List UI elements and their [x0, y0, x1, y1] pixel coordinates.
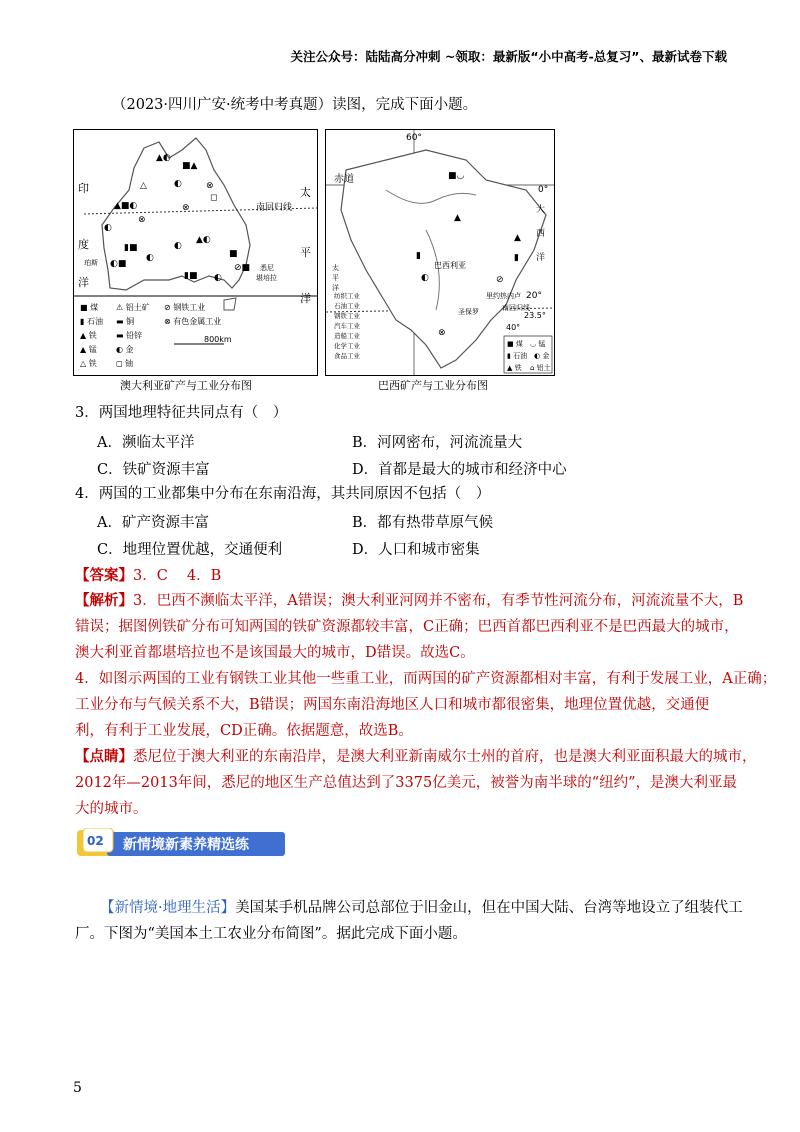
svg-text:◐: ◐ — [174, 179, 182, 189]
svg-text:■▲: ■▲ — [182, 161, 198, 171]
analysis-line-3: 澳大利亚首都堪培拉也不是该国最大的城市，D错误。故选C。 — [75, 645, 475, 661]
q4-option-c: C．地理位置优越，交通便利 — [97, 542, 283, 558]
svg-text:▮ 石油: ▮ 石油 — [507, 352, 528, 360]
svg-text:西: 西 — [536, 229, 546, 239]
svg-text:巴西利亚: 巴西利亚 — [434, 261, 466, 270]
svg-text:0°: 0° — [538, 185, 549, 195]
section-badge — [77, 828, 285, 858]
svg-text:■◡: ■◡ — [448, 171, 465, 181]
analysis-line-5: 工业分布与气候关系不大，B错误；两国东南沿海地区人口和城市都很密集，地理位置优越，交通便 — [75, 697, 710, 713]
svg-text:大: 大 — [536, 205, 546, 215]
australia-map — [73, 129, 318, 376]
svg-text:23.5°: 23.5° — [524, 311, 546, 320]
svg-text:平: 平 — [300, 246, 311, 259]
svg-text:⚠ 铝土矿: ⚠ 铝土矿 — [116, 303, 150, 312]
svg-text:◐: ◐ — [104, 223, 112, 233]
analysis-tag: 【解析】 — [75, 592, 133, 609]
svg-text:▮■: ▮■ — [184, 271, 198, 281]
tip-line-2: 2012年—2013年间，悉尼的地区生产总值达到了3375亿美元，被誉为南半球的“纽约”，是澳大利亚最 — [75, 775, 738, 791]
australia-caption: 澳大利亚矿产与工业分布图 — [120, 379, 252, 392]
svg-text:汽车工业: 汽车工业 — [334, 322, 360, 330]
svg-text:60°: 60° — [406, 133, 422, 143]
svg-text:▮■: ▮■ — [124, 243, 138, 253]
svg-text:洋: 洋 — [332, 284, 339, 292]
svg-text:◐: ◐ — [421, 273, 429, 283]
svg-text:钢铁工业: 钢铁工业 — [334, 312, 360, 320]
new-context-line-1: 【新情境·地理生活】美国某手机品牌公司总部位于旧金山，但在中国大陆、台湾等地设立了组装代工 — [100, 900, 743, 916]
svg-text:珀斯: 珀斯 — [84, 259, 98, 267]
svg-text:度: 度 — [78, 238, 89, 251]
svg-text:⊗: ⊗ — [438, 328, 446, 338]
q4-option-a: A．矿产资源丰富 — [97, 515, 209, 531]
new-context-line-2: 厂。下图为“美国本土工农业分布简图”。据此完成下面小题。 — [75, 926, 467, 942]
svg-text:▲: ▲ — [454, 213, 461, 223]
analysis-line-4: 4．如图示两国的工业有钢铁工业其他一些重工业，而两国的矿产资源都相对丰富，有利于发展工业，A正确； — [75, 671, 777, 687]
svg-text:太: 太 — [300, 186, 311, 199]
svg-text:800km: 800km — [204, 335, 232, 344]
svg-text:⌂ 铝土: ⌂ 铝土 — [530, 364, 551, 372]
svg-text:◡ 锰: ◡ 锰 — [530, 340, 546, 348]
svg-text:◐ 金: ◐ 金 — [534, 352, 550, 360]
svg-text:△: △ — [140, 181, 147, 191]
svg-text:40°: 40° — [506, 323, 521, 332]
analysis-line-1: 【解析】3．巴西不濒临太平洋，A错误；澳大利亚河网并不密布，有季节性河流分布，河流流量不大，B — [75, 592, 744, 609]
svg-text:印: 印 — [78, 182, 89, 195]
svg-text:造船工业: 造船工业 — [334, 332, 360, 340]
new-context-tag: 【新情境·地理生活】 — [100, 900, 236, 916]
svg-text:△ 铁: △ 铁 — [80, 359, 97, 368]
svg-text:⊘ 钢铁工业: ⊘ 钢铁工业 — [164, 303, 206, 312]
svg-text:⊗: ⊗ — [182, 203, 190, 213]
svg-text:纺织工业: 纺织工业 — [334, 292, 360, 300]
svg-text:洋: 洋 — [300, 292, 311, 305]
svg-text:▲◐: ▲◐ — [196, 235, 211, 245]
svg-text:⊗: ⊗ — [206, 181, 214, 191]
svg-text:石油工业: 石油工业 — [334, 302, 360, 310]
svg-text:洋: 洋 — [78, 276, 89, 289]
page-number: 5 — [73, 1080, 82, 1096]
svg-text:平: 平 — [332, 274, 339, 282]
svg-text:▲◐: ▲◐ — [156, 153, 171, 163]
svg-text:堪培拉: 堪培拉 — [256, 274, 277, 282]
svg-text:■ 煤: ■ 煤 — [80, 303, 99, 312]
q4-stem: 4．两国的工业都集中分布在东南沿海，其共同原因不包括（ ） — [75, 486, 491, 502]
svg-text:⊗ 有色金属工业: ⊗ 有色金属工业 — [164, 317, 222, 326]
q3-option-d: D．首都是最大的城市和经济中心 — [352, 462, 567, 478]
q4-option-b: B．都有热带草原气候 — [352, 515, 494, 531]
svg-text:◐: ◐ — [214, 273, 222, 283]
svg-text:▲: ▲ — [514, 233, 521, 243]
svg-text:◐: ◐ — [146, 253, 154, 263]
analysis-line-2: 错误；据图例铁矿分布可知两国的铁矿资源都较丰富，C正确；巴西首都巴西利亚不是巴西最大的城市， — [75, 619, 739, 635]
svg-text:圣保罗: 圣保罗 — [458, 308, 479, 316]
svg-text:⊘■: ⊘■ — [234, 263, 251, 273]
svg-text:▲ 锰: ▲ 锰 — [80, 345, 97, 354]
svg-text:食品工业: 食品工业 — [334, 352, 360, 360]
intro-text: （2023·四川广安·统考中考真题）读图，完成下面小题。 — [112, 97, 478, 113]
svg-text:悉尼: 悉尼 — [260, 264, 274, 272]
svg-text:▬ 铅锌: ▬ 铅锌 — [116, 331, 143, 340]
analysis-line-6: 利，有利于工业发展，CD正确。依据题意，故选B。 — [75, 723, 413, 739]
answer-text: 3．C 4．B — [133, 568, 222, 584]
svg-text:▲ 铁: ▲ 铁 — [80, 331, 97, 340]
q3-option-c: C．铁矿资源丰富 — [97, 462, 210, 478]
section-number: 02 — [87, 834, 104, 848]
svg-text:太: 太 — [332, 264, 339, 272]
tropic-label: 南回归线 — [256, 203, 293, 213]
svg-text:◐: ◐ — [174, 241, 182, 251]
svg-text:▮ 石油: ▮ 石油 — [80, 317, 103, 326]
answer-line — [75, 566, 221, 586]
brazil-map — [325, 129, 555, 376]
q3-option-a: A．濒临太平洋 — [97, 435, 195, 451]
svg-text:⊗: ⊗ — [138, 215, 146, 225]
q3-option-b: B．河网密布，河流流量大 — [352, 435, 523, 451]
tip-line-3: 大的城市。 — [75, 801, 148, 817]
svg-text:里约热内卢: 里约热内卢 — [486, 292, 521, 300]
section-title: 新情境新素养精选练 — [123, 837, 249, 853]
svg-text:化学工业: 化学工业 — [334, 342, 360, 350]
svg-text:20°: 20° — [526, 291, 542, 301]
tip-line-1: 【点睛】悉尼位于澳大利亚的东南沿岸，是澳大利亚新南威尔士州的首府，也是澳大利亚面积最大的城市， — [75, 748, 757, 765]
svg-text:▲ 铁: ▲ 铁 — [507, 364, 522, 372]
svg-text:▬ 铜: ▬ 铜 — [116, 317, 135, 326]
svg-text:▮: ▮ — [416, 251, 421, 261]
svg-text:赤道: 赤道 — [334, 174, 354, 185]
svg-text:◐■: ◐■ — [110, 259, 127, 269]
svg-text:▲■◐: ▲■◐ — [114, 201, 138, 211]
q3-stem: 3．两国地理特征共同点有（ ） — [75, 405, 288, 421]
svg-text:⊘: ⊘ — [496, 275, 504, 285]
page-header: 关注公众号：陆陆高分冲刺 ~领取：最新版“小中高考-总复习”、最新试卷下载 — [290, 49, 727, 64]
svg-text:◐ 金: ◐ 金 — [116, 345, 134, 354]
tip-tag: 【点睛】 — [75, 748, 133, 765]
svg-text:南回归线: 南回归线 — [502, 304, 530, 312]
svg-text:◻ 铀: ◻ 铀 — [116, 359, 134, 368]
svg-text:■: ■ — [229, 249, 238, 259]
svg-text:◻: ◻ — [210, 193, 218, 203]
answer-tag: 【答案】 — [75, 567, 133, 584]
q4-option-d: D．人口和城市密集 — [352, 542, 480, 558]
svg-text:■ 煤: ■ 煤 — [507, 340, 523, 348]
svg-text:洋: 洋 — [536, 253, 546, 263]
svg-text:▮: ▮ — [514, 253, 519, 263]
brazil-caption: 巴西矿产与工业分布图 — [378, 379, 488, 392]
